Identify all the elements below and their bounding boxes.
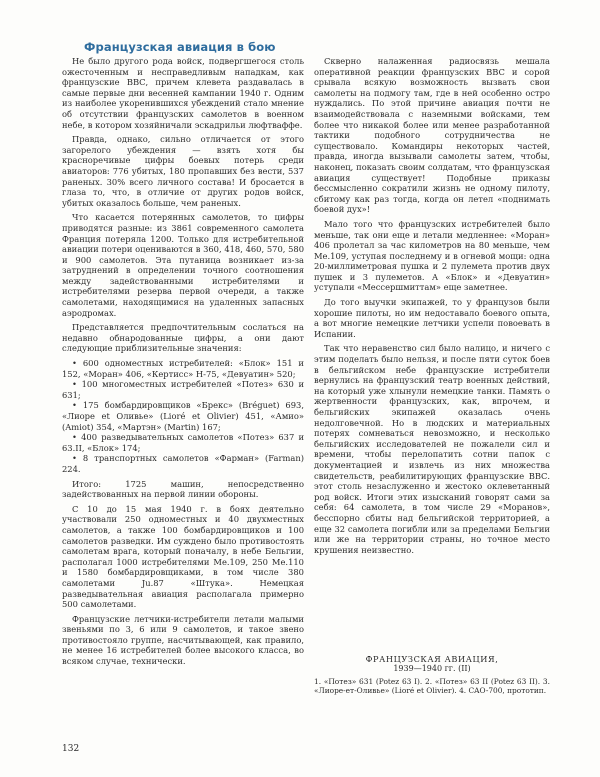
paragraph: Правда, однако, сильно отличается от этого загорелого убеждения — взять хотя бы красноречивые цифры боевых потерь среди авиаторов: 776 убитых, 180 пропавших без вести, 537 раненых. 30% всего личного состава! И бросается в глаза то, что, в отличие от других родов войск, убитых оказалось больше, чем раненых. [62, 134, 304, 208]
list-item: • 600 одноместных истребителей: «Блок» 151 и 152, «Моран» 406, «Кертисс» Н-75, «Девуатин» 520; [62, 358, 304, 379]
left-column [62, 56, 304, 671]
paragraph: До того выучки экипажей, то у французов были хорошие пилоты, но им недоставало боевого опыта, а вот многие немецкие летчики успели повоевать в Испании. [314, 297, 550, 339]
figure-caption [314, 655, 550, 696]
paragraph: С 10 до 15 мая 1940 г. в боях деятельно участвовали 250 одноместных и 40 двухместных самолетов, а также 100 бомбардировщиков и 100 самолетов разведки. Им суждено было противостоять самолетам врага, который поначалу, в небе Бельгии, располагал 1000 истребителями Ме.109, 250 Ме.110 и 1580 бомбардировщиками, в том числе 380 самолетами Ju.87 «Штука». Немецкая разведывательная авиация располагала примерно 500 самолетами. [62, 503, 304, 610]
list-item: • 175 бомбардировщиков «Брекс» (Bréguet) 693, «Лиоре et Оливье» (Lioré et Olivier) 451, «Амио» (Amiot) 354, «Мартэн» (Martin) 167; [62, 400, 304, 432]
caption-subheading: 1939—1940 гг. (II) [393, 664, 471, 674]
caption-body: 1. «Потез» 631 (Potez 63 I). 2. «Потез» 63 II (Potez 63 II). 3. «Лиоре-ет-Оливье» (Lioré et Olivier). 4. CAO-700, прототип. [314, 676, 550, 696]
paragraph: Что касается потерянных самолетов, то цифры приводятся разные: из 3861 современного самолета Франция потеряла 1200. Только для истребительной авиации потери оцениваются в 360, 418, 460, 570, 580 и 900 самолетов. Эта путаница возникает из-за затруднений в определении точного соотношения между задействованными истребителями и истребителями резерва первой очереди, а также самолетами, находящимися на удаленных запасных аэродромах. [62, 212, 304, 318]
paragraph: Так что неравенство сил было налицо, и ничего с этим поделать было нельзя, и после пяти суток боев в бельгийском небе французские истребители вернулись на французский театр военных действий, на который уже хлынули немецкие танки. Память о жертвенности французских, как, впрочем, и бельгийских экипажей оказалась очень недолговечной. Но в людских и материальных потерях сомневаться невозможно, и несколько бельгийских исследователей не пожалели сил и времени, чтобы перелопатить сотни папок с документацией и извлечь из них множества свидетельств, реабилитирующих французские ВВС. этот столь незаслуженно и жестоко оклеветанный род войск. Итоги этих изысканий говорят сами за себя: 64 самолета, в том числе 29 «Моранов», бесспорно сбиты над бельгийской территорией, а еще 32 самолета погибли или за пределами Бельгии или же на территории страны, но точное место крушения неизвестно. [314, 343, 550, 555]
paragraph: Представляется предпочтительным сослаться на недавно обнародованные цифры, а они дают следующие приблизительные значения: [62, 322, 304, 354]
caption-heading: ФРАНЦУЗСКАЯ АВИАЦИЯ, [365, 654, 499, 664]
paragraph: Мало того что французских истребителей было меньше, так они еще и летали медленнее: «Моран» 406 пролетал за час километров на 80 меньше, чем Ме.109, уступая последнему и в огневой мощи: одна 20-миллиметровая пушка и 2 пулемета против двух пушек и 3 пулеметов. А «Блок» и «Девуатин» уступали «Мессершмиттам» еще заметнее. [314, 218, 550, 293]
list-item: • 400 разведывательных самолетов «Потез» 637 и 63.II, «Блок» 174; [62, 432, 304, 453]
page-title: Французская авиация в бою [84, 40, 276, 54]
paragraph: Не было другого рода войск, подвергшегося столь ожесточенным и несправедливым нападкам, как французские ВВС, причем клевета раздавалась в самые первые дни весенней кампании 1940 г. Одним из наиболее укоренившихся убеждений стало мнение об отсутствии французских самолетов в военном небе, в котором хозяйничали эскадрильи люфтваффе. [62, 56, 304, 130]
paragraph: Скверно налаженная радиосвязь мешала оперативной реакции французских ВВС и сорой срывала всякую возможность вызвать свои самолеты на подмогу там, где в ней особенно остро нуждались. По этой причине авиация почти не взаимодействовала с наземными войсками, тем более что никакой более или менее разработанной тактики подобного сотрудничества не существовало. Командиры некоторых частей, правда, иногда вызывали самолеты затем, чтобы, наконец, показать своим солдатам, что французская авиация существует! Подобные приказы бессмысленно сократили жизнь не одному пилоту, сбитому как раз тогда, когда он летел «поднимать боевой дух»! [314, 56, 550, 215]
page-number: 132 [62, 744, 80, 754]
list-item: • 100 многоместных истребителей «Потез» 630 и 631; [62, 379, 304, 400]
paragraph: Итого: 1725 машин, непосредственно задействованных на первой линии обороны. [62, 478, 304, 500]
right-column [314, 56, 550, 559]
paragraph: Французские летчики-истребители летали малыми звеньями по 3, 6 или 9 самолетов, и такое звено противостояло группе, насчитывающей, как правило, не менее 16 истребителей более высокого класса, во всяком случае, технически. [62, 613, 304, 667]
list-item: • 8 транспортных самолетов «Фарман» (Farman) 224. [62, 453, 304, 474]
aircraft-list [62, 358, 304, 475]
